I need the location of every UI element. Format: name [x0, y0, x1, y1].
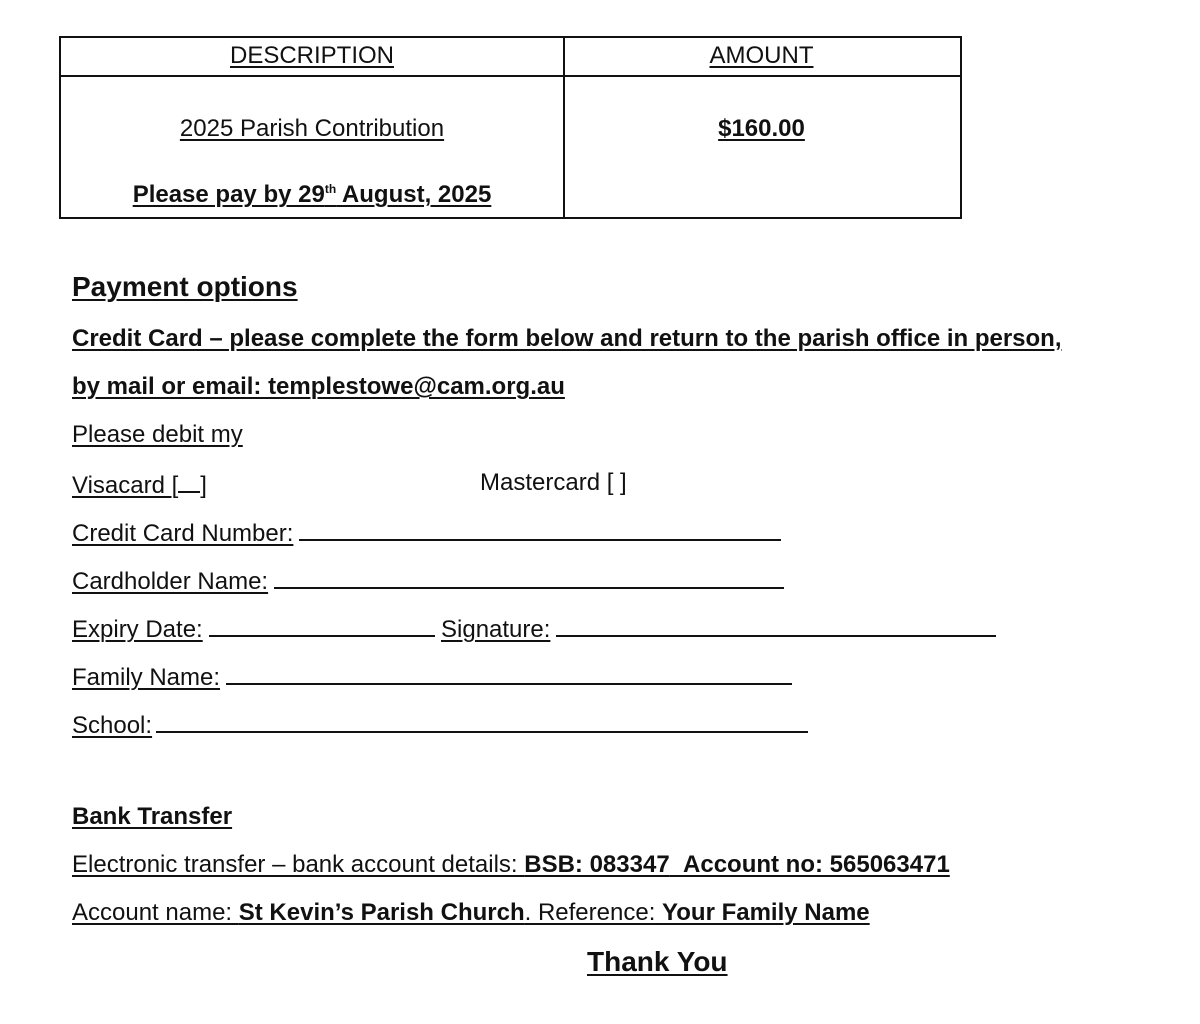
expiry-date-field[interactable]: Expiry Date:	[72, 613, 435, 644]
payment-options-heading: Payment options	[72, 271, 298, 302]
credit-card-instructions-line2: by mail or email: templestowe@cam.org.au	[72, 373, 565, 400]
card-number-field[interactable]: Credit Card Number:	[72, 517, 781, 548]
visa-checkbox[interactable]	[178, 469, 200, 493]
cardholder-name-line[interactable]	[274, 565, 784, 589]
visa-option[interactable]: Visacard [ ]	[72, 469, 207, 500]
table-header-amount: AMOUNT	[709, 42, 814, 69]
card-number-line[interactable]	[299, 517, 781, 541]
family-name-line[interactable]	[226, 661, 792, 685]
account-name-value: St Kevin’s Parish Church	[238, 899, 525, 926]
cardholder-name-field[interactable]: Cardholder Name:	[72, 565, 784, 596]
table-header-divider	[61, 75, 960, 77]
mastercard-option[interactable]: Mastercard [ ]	[480, 469, 627, 496]
expiry-date-line[interactable]	[209, 613, 435, 637]
thank-you-text: Thank You	[587, 946, 728, 977]
school-line[interactable]	[156, 709, 808, 733]
table-item-description: 2025 Parish Contribution	[179, 115, 445, 142]
bank-details-line: Electronic transfer – bank account details: BSB: 083347 Account no: 565063471	[72, 851, 950, 878]
signature-line[interactable]	[556, 613, 996, 637]
table-header-description: DESCRIPTION	[229, 42, 394, 69]
bsb-value: BSB: 083347	[524, 851, 670, 878]
bank-transfer-heading: Bank Transfer	[72, 803, 233, 830]
reference-value: Your Family Name	[662, 899, 870, 926]
contribution-table	[59, 36, 962, 219]
account-number-value: Account no: 565063471	[683, 851, 950, 878]
signature-field[interactable]: Signature:	[441, 613, 996, 644]
family-name-field[interactable]: Family Name:	[72, 661, 792, 692]
account-name-line: Account name: St Kevin’s Parish Church. Reference: Your Family Name	[72, 899, 870, 926]
debit-prompt: Please debit my	[72, 421, 243, 448]
table-item-amount: $160.00	[718, 115, 805, 142]
school-field[interactable]: School:	[72, 709, 808, 740]
due-date-notice: Please pay by 29th August, 2025	[132, 181, 492, 208]
credit-card-instructions-line1: Credit Card – please complete the form below and return to the parish office in person,	[72, 325, 1062, 352]
